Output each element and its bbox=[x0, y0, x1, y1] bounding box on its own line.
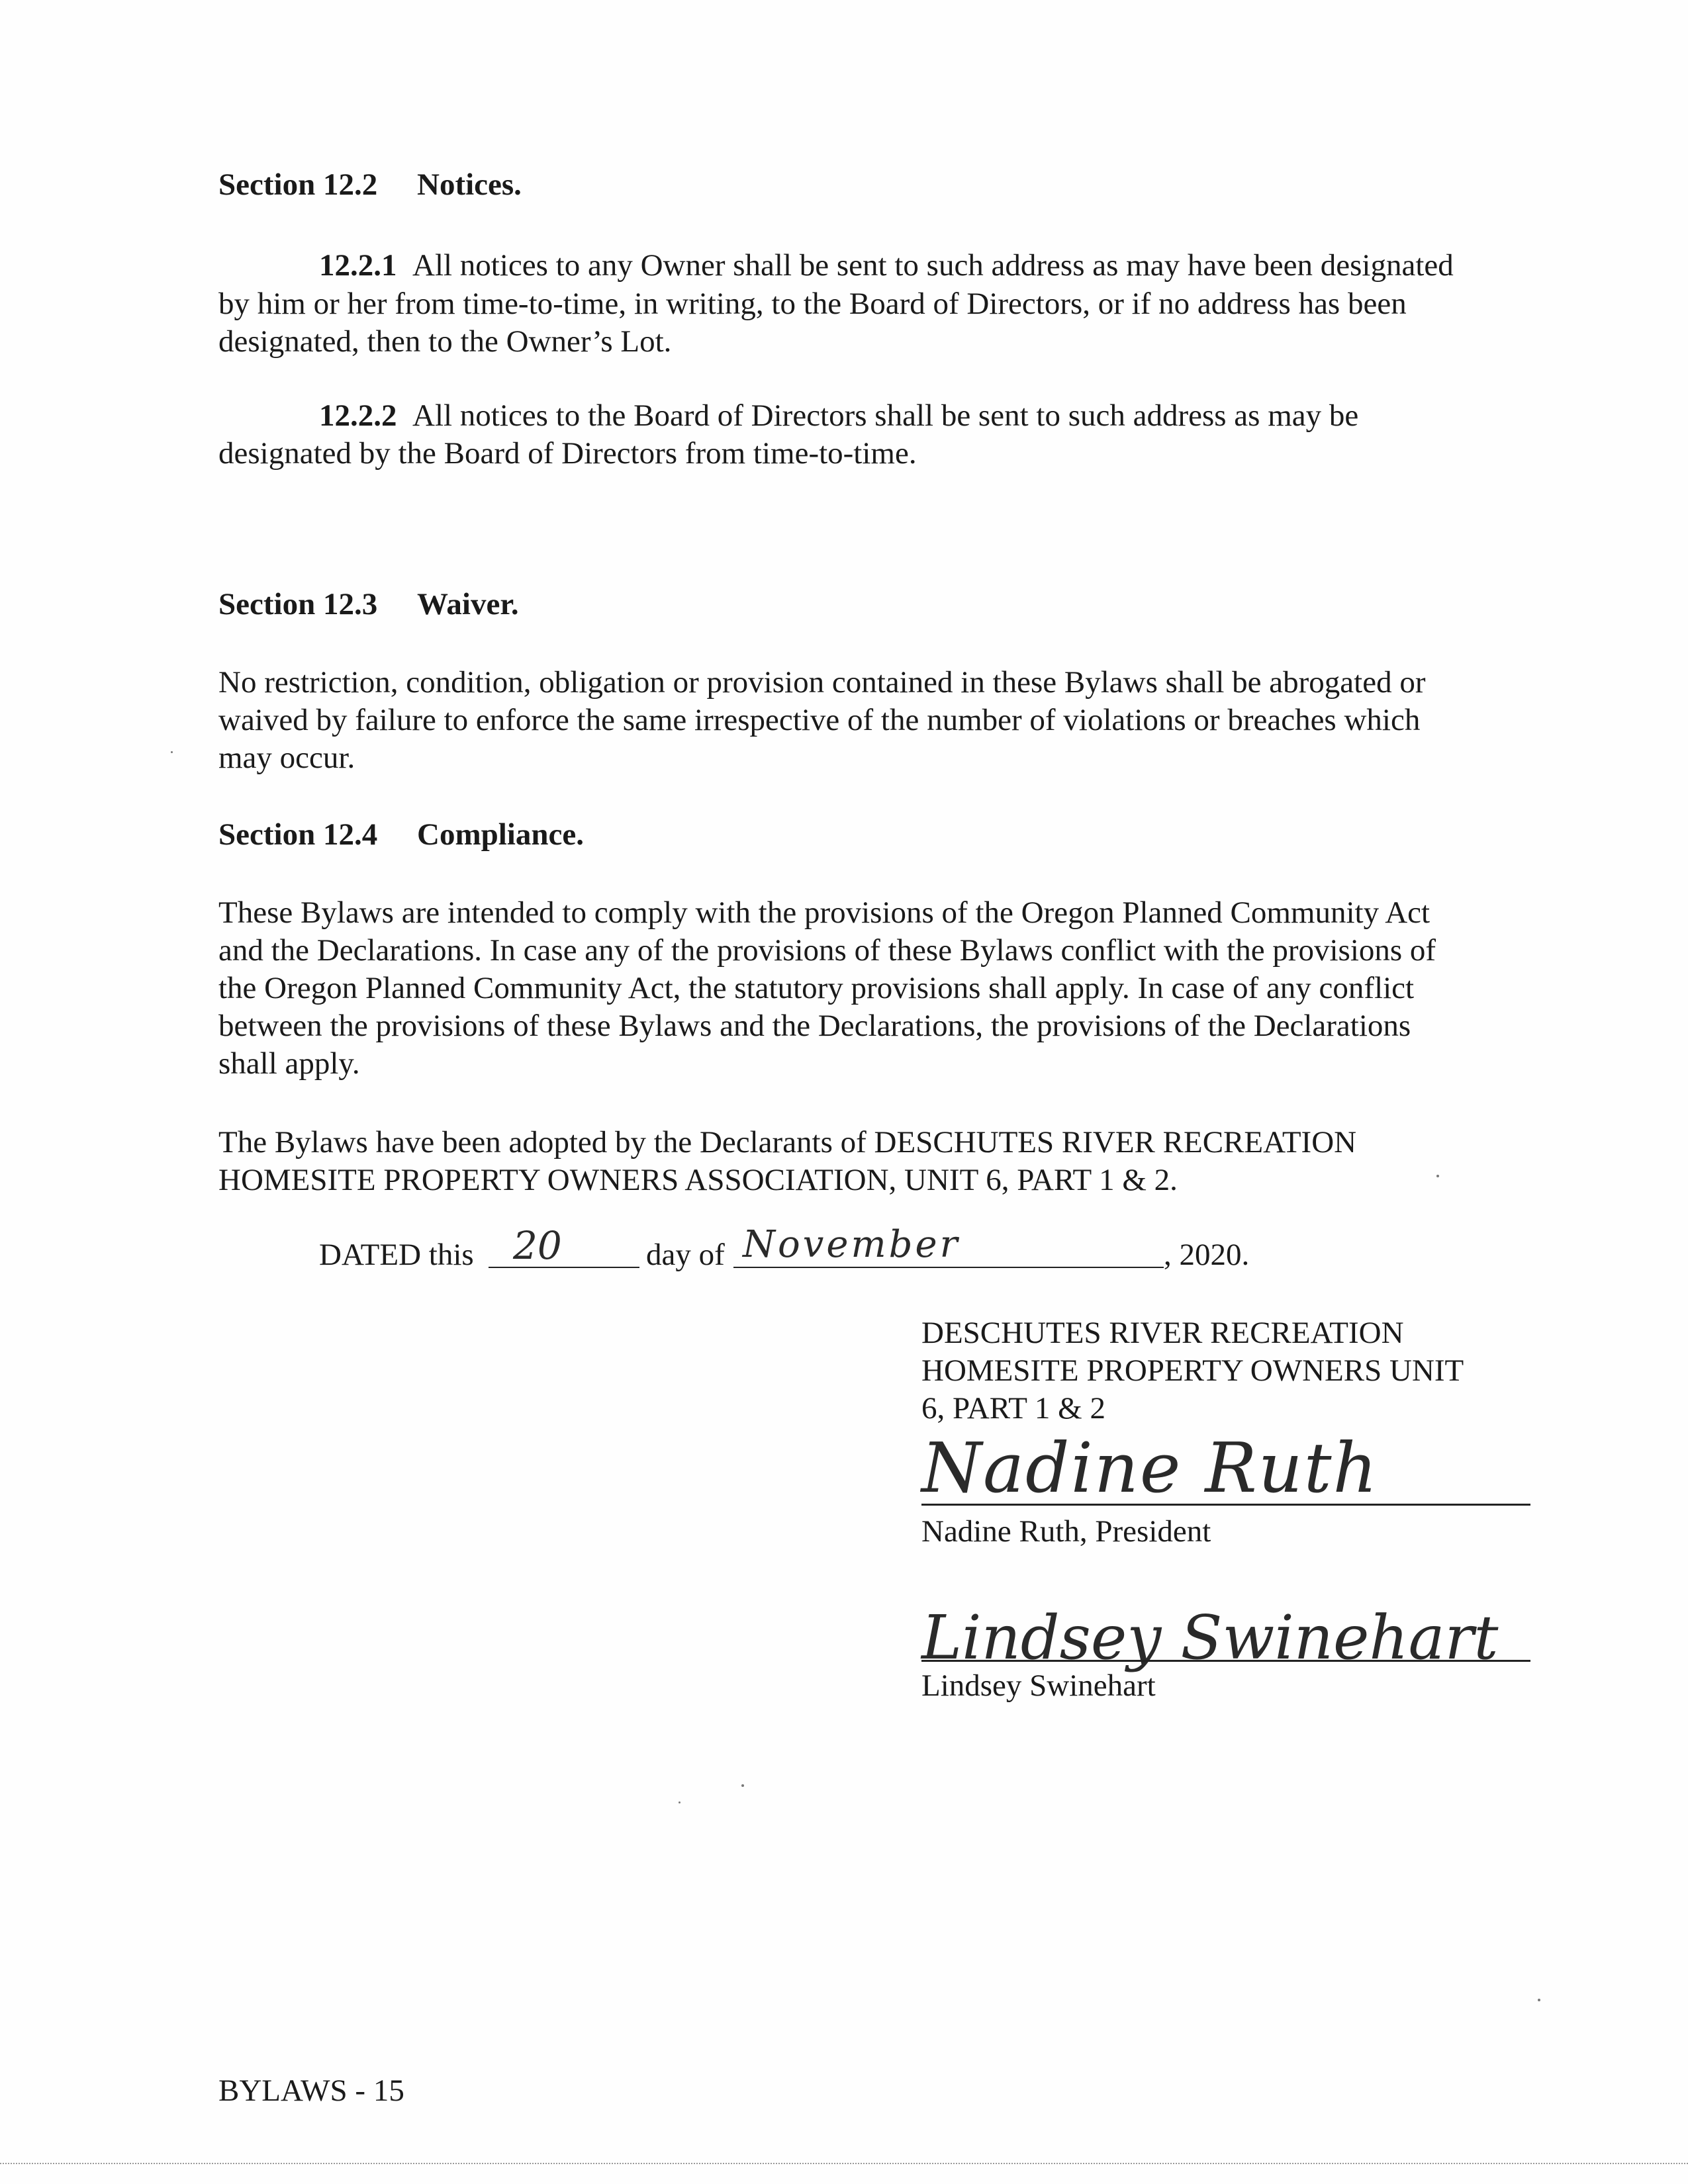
paragraph-12-3-line: waived by failure to enforce the same irrespective of the number of violations or breaches which bbox=[218, 703, 1421, 737]
section-number: Section 12.4 bbox=[218, 817, 378, 852]
section-title: Compliance. bbox=[417, 817, 584, 852]
section-number: Section 12.2 bbox=[218, 167, 378, 202]
dated-middle: day of bbox=[646, 1238, 725, 1272]
dated-prefix: DATED this bbox=[319, 1238, 474, 1272]
page-footer-label: BYLAWS - 15 bbox=[218, 2073, 404, 2108]
subsection-number: 12.2.2 bbox=[319, 398, 397, 433]
paragraph-12-3-line: may occur. bbox=[218, 741, 355, 775]
paragraph-12-4-line: These Bylaws are intended to comply with the provisions of the Oregon Planned Community Act bbox=[218, 895, 1430, 930]
adoption-line: HOMESITE PROPERTY OWNERS ASSOCIATION, UNIT 6, PART 1 & 2. bbox=[218, 1163, 1178, 1197]
org-name-line: HOMESITE PROPERTY OWNERS UNIT bbox=[921, 1353, 1464, 1388]
section-title: Waiver. bbox=[417, 587, 519, 621]
signature-line bbox=[921, 1660, 1530, 1662]
section-12-4-heading bbox=[218, 815, 584, 854]
paragraph-12-2-1-line: by him or her from time-to-time, in writing, to the Board of Directors, or if no address has been bbox=[218, 287, 1407, 321]
signature-nadine-ruth: Nadine Ruth bbox=[921, 1428, 1379, 1508]
scan-speck bbox=[741, 1784, 744, 1787]
subsection-number: 12.2.1 bbox=[319, 248, 397, 283]
paragraph-12-3-line: No restriction, condition, obligation or provision contained in these Bylaws shall be abrogated or bbox=[218, 665, 1426, 700]
paragraph-12-2-2-line: designated by the Board of Directors from time-to-time. bbox=[218, 436, 917, 471]
scan-bottom-edge bbox=[0, 2163, 1688, 2167]
handwritten-day: 20 bbox=[513, 1223, 562, 1268]
paragraph-text: All notices to any Owner shall be sent to such address as may have been designated bbox=[412, 248, 1454, 283]
day-blank-line bbox=[489, 1267, 639, 1268]
paragraph-12-2-2-line bbox=[319, 396, 1358, 435]
month-blank-line bbox=[733, 1267, 1164, 1268]
adoption-line: The Bylaws have been adopted by the Declarants of DESCHUTES RIVER RECREATION bbox=[218, 1125, 1357, 1160]
section-12-2-heading bbox=[218, 165, 522, 204]
signature-line bbox=[921, 1504, 1530, 1506]
paragraph-12-4-line: and the Declarations. In case any of the provisions of these Bylaws conflict with the provisions of bbox=[218, 933, 1436, 968]
signer-1-caption: Nadine Ruth, President bbox=[921, 1514, 1211, 1549]
handwritten-month: November bbox=[743, 1223, 961, 1266]
section-number: Section 12.3 bbox=[218, 587, 378, 621]
paragraph-text: All notices to the Board of Directors shall be sent to such address as may be bbox=[412, 398, 1359, 433]
scan-speck bbox=[1436, 1175, 1439, 1177]
paragraph-12-2-1-line: designated, then to the Owner’s Lot. bbox=[218, 324, 672, 359]
signature-lindsey-swinehart: Lindsey Swinehart bbox=[921, 1602, 1499, 1673]
org-name-line: 6, PART 1 & 2 bbox=[921, 1391, 1105, 1426]
paragraph-12-4-line: the Oregon Planned Community Act, the statutory provisions shall apply. In case of any conflict bbox=[218, 971, 1415, 1005]
paragraph-12-4-line: shall apply. bbox=[218, 1046, 360, 1081]
paragraph-12-2-1-line bbox=[319, 246, 1454, 285]
scan-speck bbox=[1538, 1999, 1540, 2001]
scan-speck bbox=[171, 751, 173, 753]
signer-2-caption: Lindsey Swinehart bbox=[921, 1668, 1156, 1703]
section-title: Notices. bbox=[417, 167, 522, 202]
org-name-line: DESCHUTES RIVER RECREATION bbox=[921, 1316, 1404, 1350]
scan-speck bbox=[679, 1801, 680, 1803]
section-12-3-heading bbox=[218, 585, 519, 623]
dated-suffix: , 2020. bbox=[1164, 1238, 1250, 1272]
paragraph-12-4-line: between the provisions of these Bylaws and the Declarations, the provisions of the Declarations bbox=[218, 1009, 1411, 1043]
